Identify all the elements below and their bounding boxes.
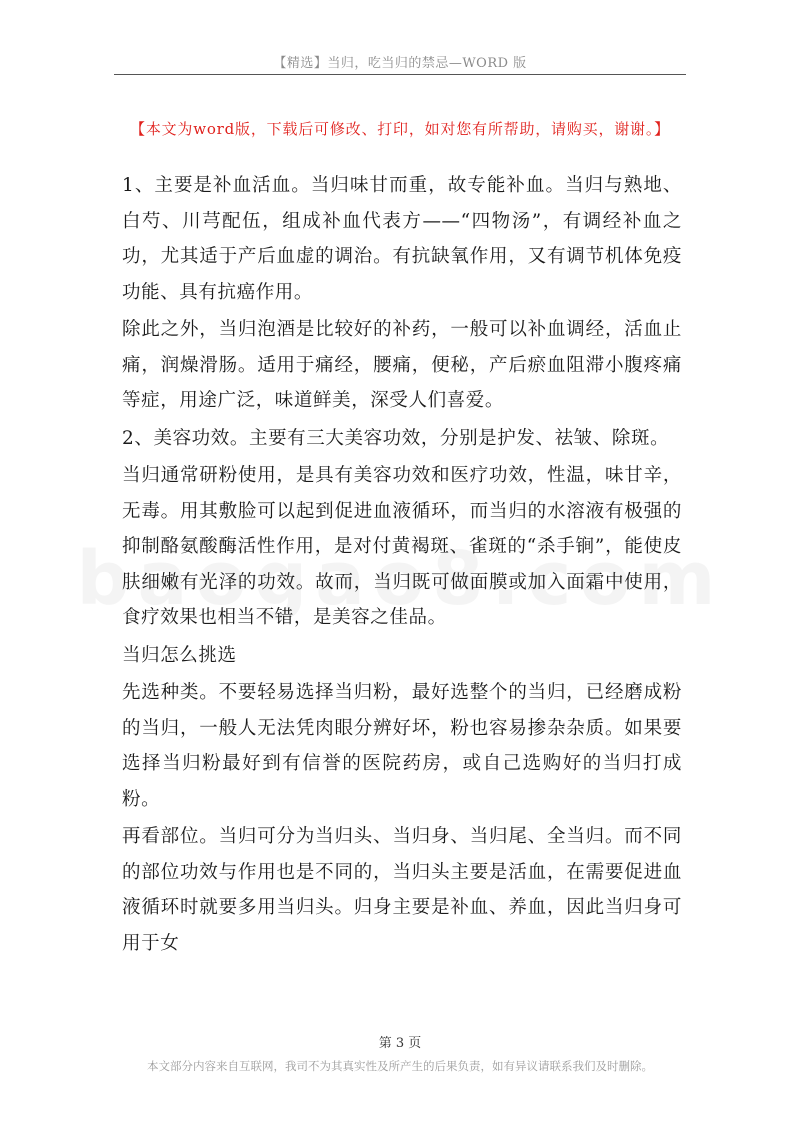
paragraph-blood-tonic: 1、主要是补血活血。当归味甘而重，故专能补血。当归与熟地、白芍、川芎配伍，组成补血代表方——“四物汤”，有调经补血之功，尤其适于产后血虚的调治。有抗缺氧作用，又有调节机体免疫功能、具有抗癌作用。: [122, 175, 682, 303]
paragraph-select-type: 先选种类。不要轻易选择当归粉，最好选整个的当归，已经磨成粉的当归，一般人无法凭肉眼分辨好坏，粉也容易掺杂杂质。如果要选择当归粉最好到有信誉的医院药房，或自己选购好的当归打成粉。: [122, 682, 682, 810]
document-body: [122, 168, 682, 963]
paragraph-select-part: 再看部位。当归可分为当归头、当归身、当归尾、全当归。而不同的部位功效与作用也是不同的，当归头主要是活血，在需要促进血液循环时就要多用当归头。归身主要是补血、养血，因此当归身可用于女: [122, 826, 682, 954]
paragraph-beauty-detail: 当归通常研粉使用，是具有美容功效和医疗功效，性温，味甘辛，无毒。用其敷脸可以起到促进血液循环，而当归的水溶液有极强的抑制酪氨酸酶活性作用，是对付黄褐斑、雀斑的“杀手锏”，能使皮肤细嫩有光泽的功效。故而，当归既可做面膜或加入面霜中使用，食疗效果也相当不错，是美容之佳品。: [122, 465, 682, 628]
page-number: 第 3 页: [378, 1036, 422, 1051]
document-header: 【精选】当归，吃当归的禁忌—WORD 版: [273, 56, 527, 71]
download-notice: 【本文为word版，下载后可修改、打印，如对您有所帮助，请购买，谢谢。】: [130, 120, 670, 138]
section-heading-selection: 当归怎么挑选: [122, 644, 237, 666]
footer-disclaimer: 本文部分内容来自互联网，我司不为其真实性及所产生的后果负责，如有异议请联系我们及时删除。: [147, 1059, 653, 1073]
header-divider: [114, 74, 686, 75]
paragraph-medicinal-wine: 除此之外，当归泡酒是比较好的补药，一般可以补血调经，活血止痛，润燥滑肠。适用于痛经，腰痛，便秘，产后瘀血阻滞小腹疼痛等症，用途广泛，味道鲜美，深受人们喜爱。: [122, 319, 682, 411]
paragraph-beauty-heading: 2、美容功效。主要有三大美容功效，分别是护发、祛皱、除斑。: [122, 427, 670, 449]
